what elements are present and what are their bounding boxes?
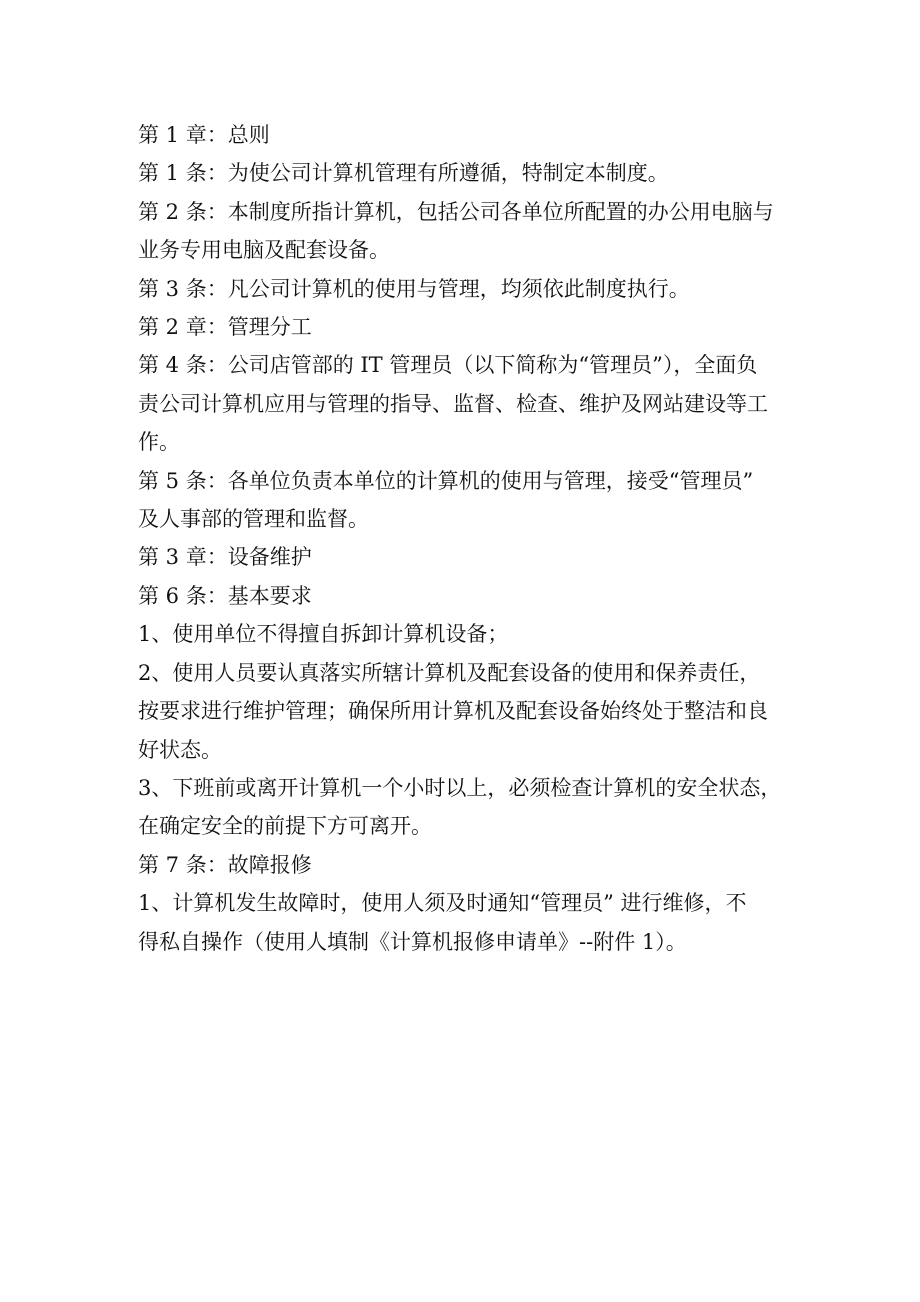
article-6-item-2-line-1: 2、使用人员要认真落实所辖计算机及配套设备的使用和保养责任， xyxy=(138,660,761,685)
article-2-line-1: 第 2 条：本制度所指计算机，包括公司各单位所配置的办公用电脑与 xyxy=(138,199,774,224)
article-4-line-3: 作。 xyxy=(138,430,180,455)
article-6-item-2-line-2: 按要求进行维护管理；确保所用计算机及配套设备始终处于整洁和良 xyxy=(138,699,768,724)
chapter-2-heading: 第 2 章：管理分工 xyxy=(138,315,312,340)
article-6-item-1: 1、使用单位不得擅自拆卸计算机设备； xyxy=(138,622,509,647)
article-6-item-3-line-1: 3、下班前或离开计算机一个小时以上，必须检查计算机的安全状态， xyxy=(138,775,782,800)
article-3: 第 3 条：凡公司计算机的使用与管理，均须依此制度执行。 xyxy=(138,276,690,301)
article-5-line-2: 及人事部的管理和监督。 xyxy=(138,507,369,532)
article-6-heading: 第 6 条：基本要求 xyxy=(138,583,312,608)
chapter-3-heading: 第 3 章：设备维护 xyxy=(138,545,312,570)
article-7-item-1-line-1: 1、计算机发生故障时，使用人须及时通知“管理员” 进行维修，不 xyxy=(138,891,747,916)
article-7-heading: 第 7 条：故障报修 xyxy=(138,852,312,877)
article-4-line-2: 责公司计算机应用与管理的指导、监督、检查、维护及网站建设等工 xyxy=(138,391,768,416)
article-2-line-2: 业务专用电脑及配套设备。 xyxy=(138,238,390,263)
article-4-line-1: 第 4 条：公司店管部的 IT 管理员（以下简称为“管理员”），全面负 xyxy=(138,353,758,378)
article-5-line-1: 第 5 条：各单位负责本单位的计算机的使用与管理，接受“管理员” xyxy=(138,468,754,493)
article-6-item-2-line-3: 好状态。 xyxy=(138,737,222,762)
article-6-item-3-line-2: 在确定安全的前提下方可离开。 xyxy=(138,814,432,839)
article-1: 第 1 条：为使公司计算机管理有所遵循，特制定本制度。 xyxy=(138,161,669,186)
document-body xyxy=(138,116,798,961)
chapter-1-heading: 第 1 章：总则 xyxy=(138,123,270,147)
article-7-item-1-line-2: 得私自操作（使用人填制《计算机报修申请单》--附件 1）。 xyxy=(138,929,687,954)
